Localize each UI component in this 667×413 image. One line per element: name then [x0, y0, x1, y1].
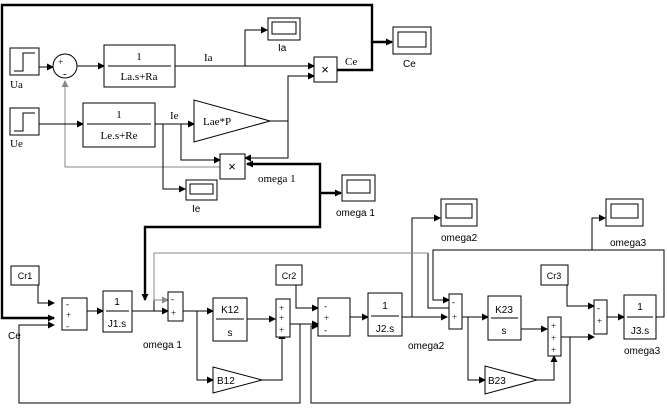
step-ua[interactable] — [10, 48, 39, 75]
svg-text:1: 1 — [382, 301, 388, 312]
svg-text:+: + — [551, 333, 557, 343]
scope-omega2-label: omega2 — [441, 233, 478, 244]
svg-text:+: + — [551, 345, 557, 355]
svg-text:Cr2: Cr2 — [281, 271, 297, 281]
svg-text:Lae*P: Lae*P — [203, 116, 232, 128]
scope-ia[interactable] — [268, 18, 300, 40]
gain-b12[interactable] — [213, 367, 262, 393]
svg-text:1: 1 — [114, 297, 120, 308]
svg-text:+: + — [58, 57, 64, 67]
signal-ce: Ce — [345, 56, 358, 68]
signal-ie: Ie — [170, 110, 179, 122]
sum-diff12[interactable] — [168, 292, 183, 321]
signal-omega2: omega2 — [408, 341, 445, 352]
svg-text:-: - — [324, 301, 327, 311]
armature-transfer-fn[interactable] — [104, 45, 175, 87]
signal-omega3: omega3 — [624, 346, 661, 357]
sum-k12-b12[interactable] — [276, 299, 290, 337]
const-cr2[interactable] — [276, 265, 302, 285]
label-ue: Ue — [10, 138, 23, 150]
svg-text:+: + — [66, 310, 72, 320]
svg-text:Le.s+Re: Le.s+Re — [100, 130, 138, 142]
sum-j3[interactable] — [594, 300, 607, 334]
gain-lae[interactable] — [194, 100, 270, 142]
svg-text:K12: K12 — [221, 305, 239, 316]
signal-ia: Ia — [204, 52, 213, 64]
label-ua: Ua — [10, 79, 23, 91]
integrator-k23[interactable] — [488, 296, 521, 340]
sum-diff23[interactable] — [449, 294, 462, 329]
svg-text:+: + — [452, 312, 458, 322]
svg-text:B12: B12 — [217, 376, 235, 387]
gain-b23[interactable] — [485, 366, 537, 394]
scope-omega1-label: omega 1 — [336, 208, 375, 219]
scope-ce-label: Ce — [403, 59, 416, 70]
scope-omega3-label: omega3 — [610, 238, 647, 249]
scope-omega3[interactable] — [606, 199, 643, 226]
svg-text:-: - — [66, 321, 69, 331]
svg-text:1: 1 — [136, 51, 142, 63]
svg-text:1: 1 — [116, 109, 122, 121]
svg-text:×: × — [321, 62, 329, 77]
svg-text:Cr3: Cr3 — [546, 271, 562, 281]
integrator-j3[interactable] — [624, 295, 656, 339]
signal-omega1-top: omega 1 — [258, 173, 296, 185]
svg-text:+: + — [279, 325, 285, 335]
svg-text:×: × — [228, 159, 236, 174]
svg-text:s: s — [227, 328, 233, 339]
multiply-ie-ia[interactable] — [220, 154, 245, 179]
svg-text:s: s — [501, 326, 507, 337]
sum-k23-b23[interactable] — [548, 317, 561, 356]
svg-text:1: 1 — [637, 302, 643, 313]
scope-omega1[interactable] — [342, 175, 375, 201]
svg-text:+: + — [171, 308, 177, 318]
sum-j2[interactable] — [318, 298, 350, 336]
svg-text:-: - — [452, 297, 455, 307]
svg-text:+: + — [279, 303, 285, 313]
svg-text:+: + — [551, 321, 557, 331]
integrator-j1[interactable] — [103, 291, 132, 332]
field-transfer-fn[interactable] — [83, 103, 155, 147]
svg-text:+: + — [279, 313, 285, 323]
integrator-j2[interactable] — [368, 293, 402, 336]
svg-text:+: + — [597, 316, 603, 326]
svg-text:B23: B23 — [488, 376, 506, 387]
svg-text:Cr1: Cr1 — [17, 271, 33, 281]
step-ue[interactable] — [10, 108, 39, 135]
svg-text:-: - — [324, 325, 327, 335]
signal-omega1: omega 1 — [143, 340, 182, 351]
scope-ie-label: Ie — [192, 204, 201, 215]
svg-text:J3.s: J3.s — [630, 326, 650, 337]
svg-text:-: - — [597, 303, 600, 313]
svg-text:-: - — [63, 68, 67, 80]
const-cr1[interactable] — [11, 266, 39, 285]
svg-text:J2.s: J2.s — [375, 324, 395, 335]
svg-text:K23: K23 — [495, 305, 513, 316]
sum-armature[interactable] — [53, 54, 77, 80]
scope-ce[interactable] — [393, 27, 431, 54]
const-cr3[interactable] — [541, 265, 568, 285]
scope-ie[interactable] — [186, 180, 217, 200]
sum-j1[interactable] — [62, 298, 87, 331]
scope-omega2[interactable] — [441, 199, 477, 226]
svg-text:J1.s: J1.s — [107, 319, 127, 330]
scope-ia-label: Ia — [278, 43, 287, 54]
svg-text:La.s+Ra: La.s+Ra — [120, 71, 158, 83]
label-ce-left: Ce — [8, 331, 21, 342]
svg-text:-: - — [171, 294, 174, 304]
svg-text:+: + — [324, 313, 330, 323]
multiply-ce[interactable] — [314, 57, 337, 82]
svg-text:-: - — [66, 299, 69, 309]
integrator-k12[interactable] — [213, 298, 247, 341]
